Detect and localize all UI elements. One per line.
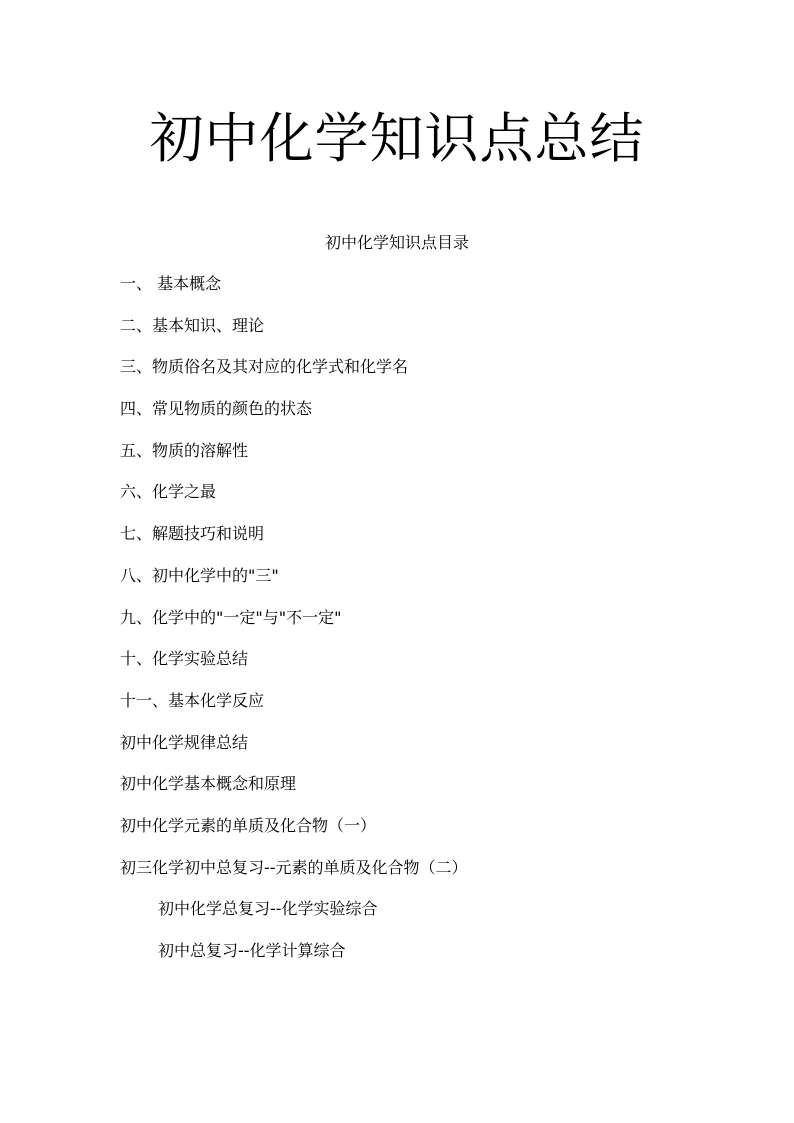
toc-item-3: 三、物质俗名及其对应的化学式和化学名	[120, 357, 409, 377]
toc-item-4: 四、常见物质的颜色的状态	[120, 399, 313, 419]
toc-item-11: 十一、基本化学反应	[120, 690, 265, 710]
toc-item-9: 九、化学中的"一定"与"不一定"	[120, 607, 342, 627]
toc-item-13: 初中化学基本概念和原理	[120, 774, 297, 794]
toc-item-15: 初三化学初中总复习--元素的单质及化合物（二）	[120, 857, 468, 877]
table-of-contents	[120, 273, 720, 982]
toc-item-12: 初中化学规律总结	[120, 732, 249, 752]
toc-item-5: 五、物质的溶解性	[120, 440, 249, 460]
toc-item-1: 一、 基本概念	[120, 274, 222, 293]
toc-item-7: 七、解题技巧和说明	[120, 524, 265, 544]
toc-item-2: 二、基本知识、理论	[120, 315, 265, 335]
toc-item-17: 初中总复习--化学计算综合	[158, 941, 346, 960]
toc-heading: 初中化学知识点目录	[324, 233, 469, 252]
page-title: 初中化学知识点总结	[149, 107, 645, 170]
toc-item-8: 八、初中化学中的"三"	[120, 565, 279, 585]
toc-item-10: 十、化学实验总结	[120, 649, 249, 669]
toc-item-6: 六、化学之最	[120, 482, 217, 502]
toc-item-14: 初中化学元素的单质及化合物（一）	[120, 815, 377, 835]
toc-item-16: 初中化学总复习--化学实验综合	[158, 899, 378, 919]
